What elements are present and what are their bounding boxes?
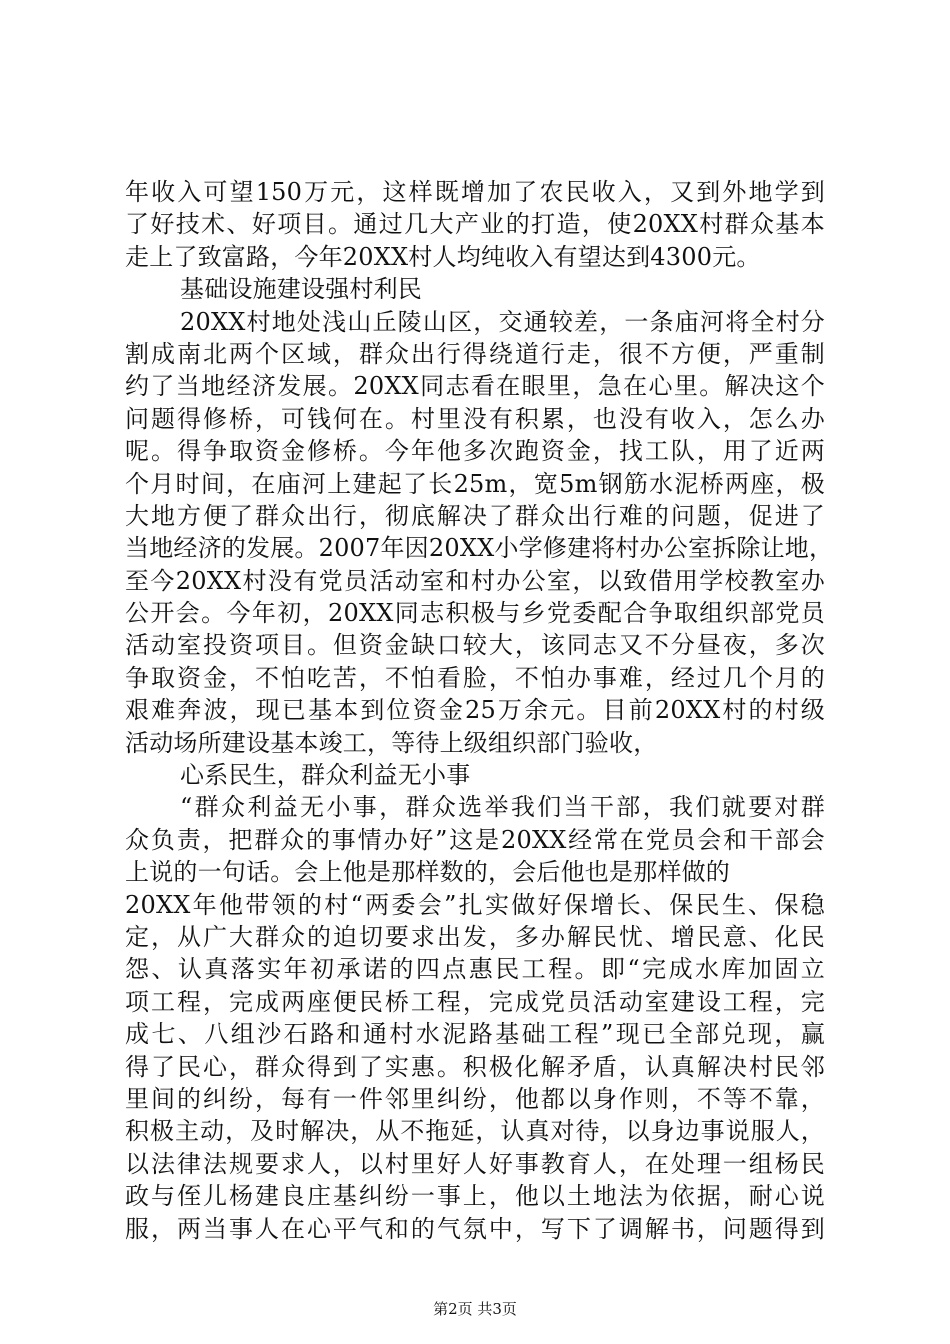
text-line: 里间的纠纷，每有一件邻里纠纷，他都以身作则，不等不靠， (125, 1084, 825, 1113)
text-line: 个月时间，在庙河上建起了长25m，宽5m钢筋水泥桥两座，极 (125, 469, 825, 498)
text-line: 上说的一句话。会上他是那样数的，会后他也是那样做的 (125, 858, 730, 887)
text-line: 成七、八组沙石路和通村水泥路基础工程”现已全部兑现，赢 (125, 1020, 825, 1049)
text-line: 割成南北两个区域，群众出行得绕道行走，很不方便，严重制 (125, 339, 825, 368)
text-line: 众负责，把群众的事情办好”这是20XX经常在党员会和干部会 (125, 825, 825, 854)
text-line: 服，两当事人在心平气和的气氛中，写下了调解书，问题得到 (125, 1214, 825, 1243)
text-line: 活动场所建设基本竣工，等待上级组织部门验收， (125, 728, 658, 757)
text-line: 当地经济的发展。2007年因20XX小学修建将村办公室拆除让地， (125, 534, 834, 563)
text-line: 活动室投资项目。但资金缺口较大，该同志又不分昼夜，多次 (125, 631, 825, 660)
text-line: 了好技术、好项目。通过几大产业的打造，使20XX村群众基本 (125, 210, 825, 239)
section-heading: 心系民生，群众利益无小事 (180, 761, 471, 790)
text-line: 项工程，完成两座便民桥工程，完成党员活动室建设工程，完 (125, 987, 825, 1016)
page-number: 第2页 共3页 (433, 1300, 517, 1318)
document-body (125, 176, 834, 1245)
text-line: 问题得修桥，可钱何在。村里没有积累，也没有收入，怎么办 (125, 404, 825, 433)
text-line: 政与侄儿杨建良庄基纠纷一事上，他以土地法为依据，耐心说 (125, 1182, 825, 1211)
text-line: 怨、认真落实年初承诺的四点惠民工程。即“完成水库加固立 (125, 955, 825, 984)
text-line: 争取资金，不怕吃苦，不怕看脸，不怕办事难，经过几个月的 (125, 663, 825, 692)
text-line: 以法律法规要求人，以村里好人好事教育人，在处理一组杨民 (125, 1149, 825, 1178)
section-heading: 基础设施建设强村利民 (180, 275, 422, 304)
text-line: 大地方便了群众出行，彻底解决了群众出行难的问题，促进了 (125, 501, 825, 530)
text-line: 得了民心，群众得到了实惠。积极化解矛盾，认真解决村民邻 (125, 1052, 825, 1081)
text-line: 年收入可望150万元，这样既增加了农民收入，又到外地学到 (125, 178, 825, 206)
text-line: 公开会。今年初，20XX同志积极与乡党委配合争取组织部党员 (125, 599, 825, 628)
text-line: 约了当地经济发展。20XX同志看在眼里，急在心里。解决这个 (125, 372, 825, 401)
text-line: “群众利益无小事，群众选举我们当干部，我们就要对群 (180, 793, 825, 822)
text-line: 20XX年他带领的村“两委会”扎实做好保增长、保民生、保稳 (125, 890, 825, 919)
text-line: 走上了致富路，今年20XX村人均纯收入有望达到4300元。 (125, 242, 761, 271)
text-line: 20XX村地处浅山丘陵山区，交通较差，一条庙河将全村分 (180, 307, 825, 336)
text-line: 艰难奔波，现已基本到位资金25万余元。目前20XX村的村级 (125, 696, 825, 725)
text-line: 积极主动，及时解决，从不拖延，认真对待，以身边事说服人， (125, 1117, 825, 1146)
text-line: 定，从广大群众的迫切要求出发，多办解民忧、增民意、化民 (125, 922, 825, 951)
text-line: 呢。得争取资金修桥。今年他多次跑资金，找工队，用了近两 (125, 437, 825, 466)
text-line: 至今20XX村没有党员活动室和村办公室，以致借用学校教室办 (125, 566, 825, 595)
